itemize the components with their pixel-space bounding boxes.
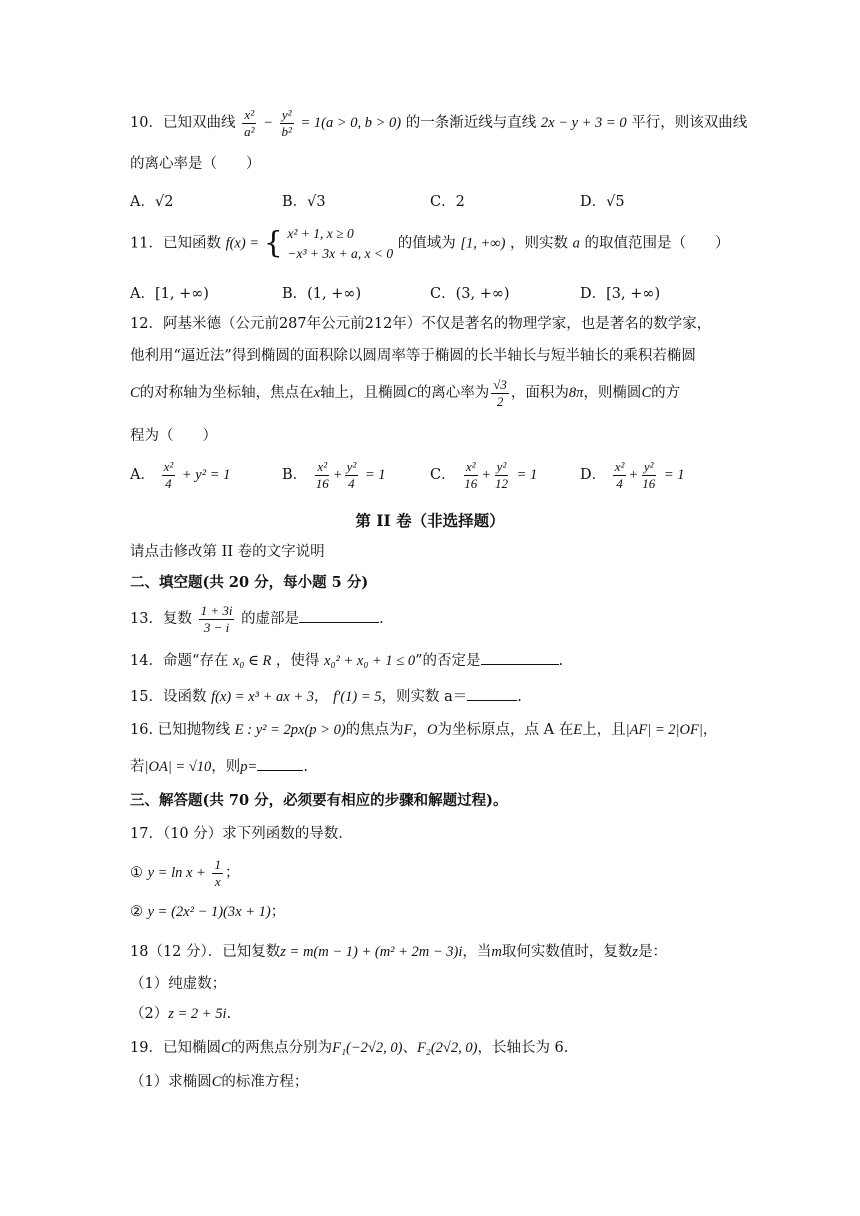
q18-p2-label: （2）: [130, 1006, 169, 1022]
q16-p: p: [240, 759, 248, 775]
q12-b-rest: = 1: [364, 467, 386, 484]
part2-title: 第 II 卷（非选择题）: [355, 511, 505, 530]
q12-option-b-label: B．: [282, 467, 308, 484]
q17-item1-label: ①: [130, 865, 143, 882]
q10-option-c: C．2: [430, 194, 465, 210]
q11-cases: [287, 224, 393, 263]
answer-blank[interactable]: [481, 652, 559, 665]
brace-symbol: {: [263, 225, 283, 261]
q14-prefix: 14．命题“存在: [130, 653, 229, 669]
q12-option-a: [130, 460, 230, 490]
q16-f: F: [403, 722, 413, 738]
q17-item2-label: ②: [130, 904, 143, 920]
q18-stem-b: ，当: [462, 944, 492, 960]
q15-mid: ，: [314, 689, 329, 705]
q13-prefix: 13．复数: [130, 611, 192, 628]
q12-c-num1: x²: [465, 459, 476, 474]
q11-option-c: C．(3, +∞): [430, 286, 510, 302]
q18-part2: [130, 1006, 231, 1023]
q11-mid: 的值域为: [397, 235, 456, 252]
q19-stem-a: 19．已知椭圆: [130, 1040, 221, 1056]
q13-line: 13．复数 $\frac{1 + 3i}{3 - i}$ 的虚部是 .: [130, 603, 384, 635]
q14-line: 14．命题“存在 x₀ ∈ R ，使得 x₀² + x₀ + 1 ≤ 0”的否定是 .: [130, 653, 564, 669]
q17-item2-expr: y = (2x² − 1)(3x + 1): [147, 904, 271, 920]
q10-line-eq: 2x − y + 3 = 0: [540, 115, 627, 132]
q15-fp: f′(1) = 5: [333, 689, 382, 705]
q12-b-num2: y²: [346, 459, 357, 474]
q12-c-num2: y²: [496, 459, 507, 474]
q19-part1: [130, 1074, 308, 1091]
q18-stem: [130, 944, 667, 961]
q12-line3: [130, 378, 680, 408]
q12-ecc-frac: [491, 378, 509, 408]
q17-item1: [130, 858, 239, 888]
q10-line1: 10．已知双曲线 $\frac{\text{x²}}{\text{a²}}$ − $\frac{\text{y²}}{\text{b²}}$ = 1(a > 0, b > 0) 的一条渐近线与直线 2x − y + 3 = 0 平行，则该双曲线: [130, 107, 748, 139]
q17-item1-den: x: [214, 873, 221, 889]
q12-a-den1: 4: [165, 475, 172, 491]
q11-case2: −x³ + 3x + a, x < 0: [287, 245, 394, 261]
q11-option-b: B．(1, +∞): [282, 286, 362, 302]
answer-blank[interactable]: [467, 688, 517, 701]
q12-t2: 轴上，且椭圆: [320, 385, 408, 402]
q15-prefix: 15．设函数: [130, 689, 207, 705]
q12-d-rest: = 1: [663, 467, 685, 484]
q16-mid5: ，: [702, 722, 718, 738]
q19-f2: F₂(2√2, 0): [416, 1040, 478, 1056]
q16-line2: 若|OA| = √10，则p= .: [130, 759, 308, 775]
x2-over-a2: $\frac{\text{x²}}{\text{a²}}$: [244, 107, 255, 139]
q15-fx: f(x) = x³ + ax + 3: [211, 689, 315, 705]
q15-line: 15．设函数 f(x) = x³ + ax + 3， f′(1) = 5，则实数 a＝ .: [130, 689, 522, 705]
q11-range: [1, +∞): [460, 235, 506, 252]
q12-c-den1: 16: [464, 475, 478, 491]
q12-area: 8π: [568, 385, 584, 402]
q19-stem: [130, 1040, 568, 1057]
q11-line: [130, 224, 730, 263]
q12-b-den2: 4: [348, 475, 355, 491]
q12-option-d: D． $\frac{\text{x²}}{4}$ + $\frac{\text{y²}}{16}$ = 1: [580, 459, 685, 491]
q16-eq-sign: =: [247, 759, 258, 775]
q14-expr: x₀² + x₀ + 1 ≤ 0: [324, 653, 416, 669]
q16-o: O: [427, 722, 438, 738]
q16-e: E: [573, 722, 583, 738]
q10-suffix: 平行，则该双曲线: [631, 115, 748, 132]
q18-m: m: [491, 944, 502, 960]
q14-x0: x₀ ∈ R: [232, 653, 272, 669]
q11-var: a: [572, 235, 580, 252]
q19-p1-a: （1）求椭圆: [130, 1074, 212, 1090]
q11-suffix: ，则实数: [510, 235, 569, 252]
q19-stem-c: ，长轴长为 6.: [477, 1040, 569, 1056]
section2-heading: 二、填空题(共 20 分，每小题 5 分): [130, 574, 369, 591]
q12-option-a-label: A．: [130, 467, 155, 484]
answer-blank[interactable]: [257, 758, 303, 771]
y2-over-b2: $\frac{\text{y²}}{\text{b²}}$: [281, 107, 292, 139]
q13-den: 3 − i: [203, 619, 230, 635]
q14-mid: ，使得: [275, 653, 320, 669]
q18-p2-end: .: [226, 1006, 232, 1022]
q19-f1: F₁(−2√2, 0): [332, 1040, 403, 1056]
q10-option-b: B．√3: [282, 194, 326, 210]
q12-t5: ，则椭圆: [583, 385, 642, 402]
q11-option-a: A．[1, +∞): [130, 286, 209, 302]
q12-option-b: B． $\frac{\text{x²}}{16}$ + $\frac{\text{y²}}{4}$ = 1: [282, 459, 386, 491]
q16-cond: |AF| = 2|OF|: [625, 722, 703, 738]
q12-t6: 的方: [651, 385, 681, 402]
q12-option-c: C． $\frac{\text{x²}}{16}$ + $\frac{\text{y²}}{12}$ = 1: [430, 459, 538, 491]
q12-t4: ，面积为: [510, 385, 569, 402]
answer-blank[interactable]: [299, 610, 379, 623]
q12-line1: 12．阿基米德（公元前287年公元前212年）不仅是著名的物理学家，也是著名的数学家，: [130, 316, 712, 332]
q13-suffix: 的虚部是: [241, 611, 300, 628]
q10-prefix: 10．已知双曲线: [130, 115, 236, 132]
q12-a-num1: x²: [163, 459, 174, 474]
q18-stem-a: 18（12 分）．已知复数: [130, 944, 281, 960]
q19-c: C: [220, 1040, 231, 1056]
q16-eq: E : y² = 2px(p > 0): [234, 722, 346, 738]
q19-p1-c: C: [211, 1074, 222, 1090]
q12-t1: 的对称轴为坐标轴，焦点在: [139, 385, 314, 402]
q12-c3: C: [641, 385, 652, 402]
q18-p2-eq: z = 2 + 5i: [168, 1006, 227, 1022]
q18-stem-d: 是：: [638, 944, 668, 960]
q12-option-d-label: D．: [580, 467, 607, 484]
q17-item2-end: ；: [270, 904, 286, 920]
q17-stem: 17．（10 分）求下列函数的导数．: [130, 826, 353, 842]
part2-note: 请点击修改第 II 卷的文字说明: [130, 544, 325, 560]
q12-t3: 的离心率为: [416, 385, 490, 402]
q12-ecc-num: √3: [493, 377, 507, 392]
q19-p1-b: 的标准方程；: [221, 1074, 309, 1090]
q19-sep: 、: [402, 1040, 417, 1056]
section3-heading: 三、解答题(共 70 分，必须要有相应的步骤和解题过程)。: [130, 792, 508, 809]
q17-item1-num: 1: [214, 857, 221, 872]
q16-line1: [130, 722, 717, 739]
q17-item2: [130, 904, 285, 921]
q18-stem-c: 取何实数值时，复数: [501, 944, 633, 960]
q16-mid3: 为坐标原点，点 A 在: [437, 722, 574, 738]
q11-option-d: D．[3, +∞): [580, 286, 661, 302]
q18-eq: z = m(m − 1) + (m² + 2m − 3)i: [280, 944, 463, 960]
q16-oa: |OA| = √10: [144, 759, 212, 775]
q12-c-den2: 12: [495, 475, 509, 491]
q16-l2a: 若: [130, 759, 145, 775]
q11-suffix2: 的取值范围是（ ）: [584, 235, 730, 252]
q13-num: 1 + 3i: [200, 603, 233, 618]
q12-option-c-label: C．: [430, 467, 456, 484]
q14-suffix: ”的否定是: [415, 653, 481, 669]
q11-fx: f(x) =: [225, 235, 260, 252]
q16-prefix: 16. 已知抛物线: [130, 722, 231, 738]
q12-d-num2: y²: [643, 459, 654, 474]
q12-d-den1: 4: [616, 475, 623, 491]
q19-stem-b: 的两焦点分别为: [230, 1040, 333, 1056]
q16-mid2: ，: [412, 722, 428, 738]
q12-b-num1: x²: [317, 459, 328, 474]
q12-c-rest: = 1: [516, 467, 538, 484]
q10-option-a: A．√2: [130, 194, 174, 210]
q10-mid: 的一条渐近线与直线: [405, 115, 537, 132]
q17-item1-expr: y = ln x +: [147, 865, 206, 882]
q12-line2: 他利用“逼近法”得到椭圆的面积除以圆周率等于椭圆的长半轴长与短半轴长的乘积若椭圆: [130, 348, 696, 364]
q12-a-rest: + y² = 1: [181, 467, 231, 484]
q16-l2c: ，则: [211, 759, 241, 775]
q17-item1-end: ；: [224, 865, 240, 882]
q12-c2: C: [407, 385, 417, 402]
q10-condition: = 1(a > 0, b > 0): [300, 115, 402, 132]
q11-case1: x² + 1, x ≥ 0: [287, 226, 354, 241]
q12-line4: 程为（ ）: [130, 428, 217, 444]
q15-suffix: ，则实数 a＝: [381, 689, 468, 705]
q10-line2: 的离心率是（ ）: [130, 156, 261, 172]
q12-x: x: [313, 385, 321, 402]
q18-z: z: [632, 944, 639, 960]
q10-option-d: D．√5: [580, 194, 625, 210]
q12-d-num1: x²: [614, 459, 625, 474]
q12-d-den2: 16: [642, 475, 656, 491]
q12-b-den1: 16: [315, 475, 329, 491]
q11-prefix: 11．已知函数: [130, 235, 221, 252]
q12-c1: C: [130, 385, 140, 402]
q16-mid4: 上，且: [582, 722, 626, 738]
q16-mid1: 的焦点为: [345, 722, 404, 738]
q12-ecc-den: 2: [496, 393, 504, 409]
q18-part1: （1）纯虚数；: [130, 976, 227, 992]
